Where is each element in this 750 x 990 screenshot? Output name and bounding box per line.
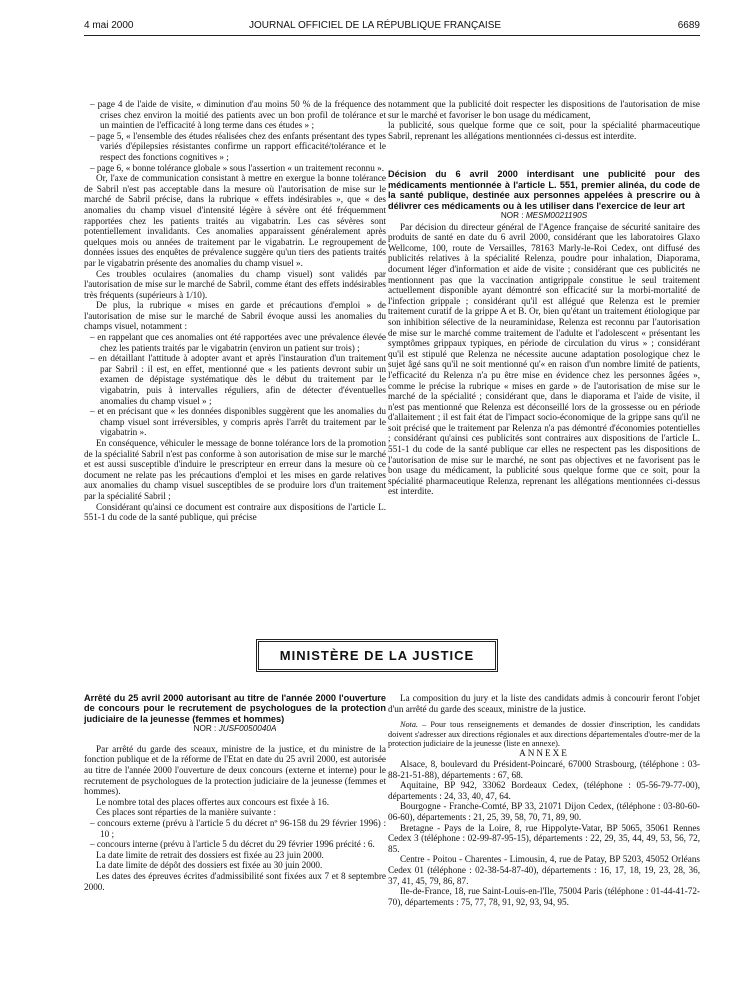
list-item: – en détaillant l'attitude à adopter avant et après l'instauration d'un traitement par Sabril : il est, en effet, mentionné que « les patients devront subir un examen de dépistage systématique dès le début du traitement par le vigabatrin, puis à intervalles réguliers, afin de détecter d'éventuelles anomalies du champ visuel » ; <box>90 353 386 406</box>
list-item: – page 5, « l'ensemble des études réalisées chez des enfants présentant des types variés d'épilepsies résistantes confirme un rapport efficacité/tolérance et le respect des fonctions cognitives » ; <box>90 130 386 162</box>
column-4 <box>388 693 700 907</box>
paragraph: Ces places sont réparties de la manière suivante : <box>96 807 277 818</box>
nor-label: NOR : <box>193 724 217 734</box>
nor-reference <box>84 724 386 735</box>
decision-title: Décision du 6 avril 2000 interdisant une publicité pour des médicaments mentionnée à l'article L. 551, premier alinéa, du code de la santé publique, destinée aux personnes appelées à prescrire ou à délivrer ces médicaments ou à les utiliser dans l'exercice de leur art <box>388 169 700 211</box>
paragraph: la publicité, sous quelque forme que ce soit, pour la spécialité pharmaceutique Sabril, reprenant les allégations mentionnées ci-dessus est interdite. <box>388 120 700 141</box>
header-rule <box>84 35 700 36</box>
paragraph: De plus, la rubrique « mises en garde et précautions d'emploi » de l'autorisation de mise sur le marché de Sabril évoque aussi les anomalies du champs visuel, notamment : <box>84 300 386 332</box>
paragraph: La composition du jury et la liste des candidats admis à concourir feront l'objet d'un arrêté du garde des sceaux, ministre de la justice. <box>388 693 700 714</box>
region-entry: Centre - Poitou - Charentes - Limousin, 4, rue de Patay, BP 5203, 45052 Orléans Cedex 01 (téléphone : 02-38-54-87-40), départements : 16, 17, 18, 19, 23, 28, 36, 37, 41, 45, 79, 86, 87. <box>388 854 700 886</box>
region-entry: Aquitaine, BP 942, 33062 Bordeaux Cedex, (téléphone : 05-56-79-77-00), départements : 24, 33, 40, 47, 64. <box>388 780 700 801</box>
paragraph: Par arrêté du garde des sceaux, ministre de la justice, et du ministre de la fonction publique et de la réforme de l'Etat en date du 25 avril 2000, est autorisée au titre de l'année 2000 l'ouverture de deux concours (externe et interne) pour le recrutement de psychologues de la protection judiciaire de la jeunesse (femmes et hommes). <box>84 743 386 797</box>
list-item: – et en précisant que « les données disponibles suggèrent que les anomalies du champ visuel sont irréversibles, y compris après l'arrêt du traitement par le vigabatrin ». <box>90 406 386 438</box>
paragraph: Le nombre total des places offertes aux concours est fixée à 16. <box>96 796 330 807</box>
paragraph: Or, l'axe de communication consistant à mettre en exergue la bonne tolérance de Sabril n'est pas acceptable dans la mesure où l'autorisation de mise sur le marché de Sabril précise, dans la rubrique « effets indésirables », que « des anomalies du champ visuel d'intensité légère à sévère ont été fréquemment rapportées chez les patients traités au vigabatrin. Les cas sévères sont potentiellement invalidants. Ces anomalies apparaissent généralement après quelques mois ou années de traitement par le vigabatrin. Le regroupement de données issues des enquêtes de prévalence suggère qu'un tiers des patients traités par le vigabatrin présente des anomalies du champ visuel ». <box>84 173 386 268</box>
column-2 <box>388 99 700 497</box>
paragraph: notamment que la publicité doit respecter les dispositions de l'autorisation de mise sur le marché et favoriser le bon usage du médicament, <box>388 99 700 120</box>
paragraph: En conséquence, véhiculer le message de bonne tolérance lors de la promotion de la spécialité Sabril n'est pas conforme à son autorisation de mise sur le marché et est aussi susceptible d'induire le prescripteur en erreur dans la mesure où ce document ne relate pas les précautions d'emploi et les mises en garde relatives aux anomalies du champ visuel susceptibles de se produire lors d'un traitement par la spécialité Sabril ; <box>84 438 386 501</box>
list-item: – page 4 de l'aide de visite, « diminution d'au moins 50 % de la fréquence des crises chez environ la moitié des patients avec un bon profil de tolérance et un maintien de l'efficacité à long terme dans ces études » ; <box>90 99 386 131</box>
region-entry: Ile-de-France, 18, rue Saint-Louis-en-l'Ile, 75004 Paris (téléphone : 01-44-41-72-70), départements : 75, 77, 78, 91, 92, 93, 94, 95. <box>388 886 700 907</box>
nota-text: – Pour tous renseignements et demandes de dossier d'inscription, les candidats doivent s'adresser aux directions régionales et aux directions départementales d'outre-mer de la protection judiciaire de la jeunesse (liste en annexe). <box>388 720 700 748</box>
nor-label: NOR : <box>500 211 524 220</box>
nor-code: MESM0021190S <box>525 211 588 220</box>
nota-note <box>388 720 700 748</box>
list-item: – concours externe (prévu à l'article 5 du décret nº 96-158 du 29 février 1996) : 10 ; <box>90 817 386 839</box>
nota-label: Nota. <box>400 720 418 730</box>
paragraph: La date limite de dépôt des dossiers est fixée au 30 juin 2000. <box>96 860 323 871</box>
paragraph: Les dates des épreuves écrites d'admissibilité sont fixées aux 7 et 8 septembre 2000. <box>84 870 386 892</box>
nor-reference <box>388 211 700 222</box>
paragraph: Par décision du directeur général de l'Agence française de sécurité sanitaire des produits de santé en date du 6 avril 2000, considérant que les laboratoires Glaxo Wellcome, 100, route de Versailles, 78163 Marly-le-Roi Cedex, ont diffusé des publicités relatives à la spécialité Relenza, poudre pour inhalation, Diaporama, document léger d'information et aide de visite ; considérant que ces publicités ne mentionnent pas que la vaccination antigrippale constitue le seul traitement actuellement disponible ayant démontré son efficacité sur la morbi-mortalité de l'infection grippale ; considérant qu'il est allégué que Relenza est le premier traitement curatif de la grippe A et B. Or, bien qu'étant un traitement étiologique par son inhibition sélective de la neuraminidase, Relenza est reconnu par l'autorisation de mise sur le marché comme traitement de l'adulte et l'adolescent « présentant les symptômes grippaux typiques, en période de circulation du virus » ; considérant qu'il est stipulé que Relenza ne nécessite aucune adaptation posologique chez le sujet âgé sans qu'il ne soit mentionné qu'« en raison d'un nombre limité de patients, l'efficacité du Relenza n'a pu être mise en évidence chez les personnes âgées », comme le précise la rubrique « mises en garde » de l'autorisation de mise sur le marché de la spécialité ; considérant que, dans le diaporama et l'aide de visite, il n'est pas mentionné que Relenza est déconseillé lors de la grossesse ou en période d'allaitement ; il est fait état de l'impact socio-économique de la grippe sans qu'il ne soit précisé que le traitement par Relenza n'a pas démontré d'économies potentielles ; considérant qu'ainsi ces publicités sont contraires aux dispositions de l'article L. 551-1 du code de la santé publique car elles ne respectent pas les dispositions de l'autorisation de mise sur le marché, ne sont pas objectives et ne favorisent pas le bon usage du médicament, la publicité sous quelque forme que ce soit, pour la spécialité pharmaceutique Relenza, reprenant les allégations mentionnées ci-dessus est interdite. <box>388 221 700 497</box>
column-3 <box>84 693 386 892</box>
decree-title: Arrêté du 25 avril 2000 autorisant au titre de l'année 2000 l'ouverture de concours pour le recrutement de psychologues de la protection judiciaire de la jeunesse (femmes et hommes) <box>84 693 386 724</box>
header-date: 4 mai 2000 <box>84 20 134 31</box>
header-journal-title: JOURNAL OFFICIEL DE LA RÉPUBLIQUE FRANÇAISE <box>248 20 502 31</box>
annex-title: ANNEXE <box>519 748 569 759</box>
list-item: – concours interne (prévu à l'article 5 du décret du 29 février 1996 précité : 6. <box>90 839 375 850</box>
region-entry: Bretagne - Pays de la Loire, 8, rue Hippolyte-Vatar, BP 5065, 35061 Rennes Cedex 3 (téléphone : 02-99-87-95-15), départements : 22, 29, 35, 44, 49, 53, 56, 72, 85. <box>388 822 700 854</box>
region-entry: Bourgogne - Franche-Comté, BP 33, 21071 Dijon Cedex, (téléphone : 03-80-60-06-60), départements : 21, 25, 39, 58, 70, 71, 89, 90. <box>388 801 700 822</box>
region-entry: Alsace, 8, boulevard du Président-Poincaré, 67000 Strasbourg, (téléphone : 03-88-21-51-88), départements : 67, 68. <box>388 759 700 780</box>
paragraph: Ces troubles oculaires (anomalies du champ visuel) sont validés par l'autorisation de mise sur le marché de Sabril, comme étant des effets indésirables très fréquents (supérieurs à 1/10). <box>84 268 386 300</box>
list-item: – page 6, « bonne tolérance globale » sous l'assertion « un traitement reconnu ». <box>90 162 385 173</box>
list-item: – en rappelant que ces anomalies ont été rapportées avec une prévalence élevée chez les patients traités par le vigabatrin (environ un patient sur trois) ; <box>90 332 386 353</box>
header-page-number: 6689 <box>677 20 700 31</box>
paragraph: Considérant qu'ainsi ce document est contraire aux dispositions de l'article L. 551-1 du code de la santé publique, qui précise <box>84 501 386 523</box>
nor-code: JUSF0050040A <box>218 724 277 734</box>
paragraph: La date limite de retrait des dossiers est fixée au 23 juin 2000. <box>96 849 324 860</box>
ministry-heading: MINISTÈRE DE LA JUSTICE <box>256 639 498 672</box>
column-1 <box>84 99 386 523</box>
